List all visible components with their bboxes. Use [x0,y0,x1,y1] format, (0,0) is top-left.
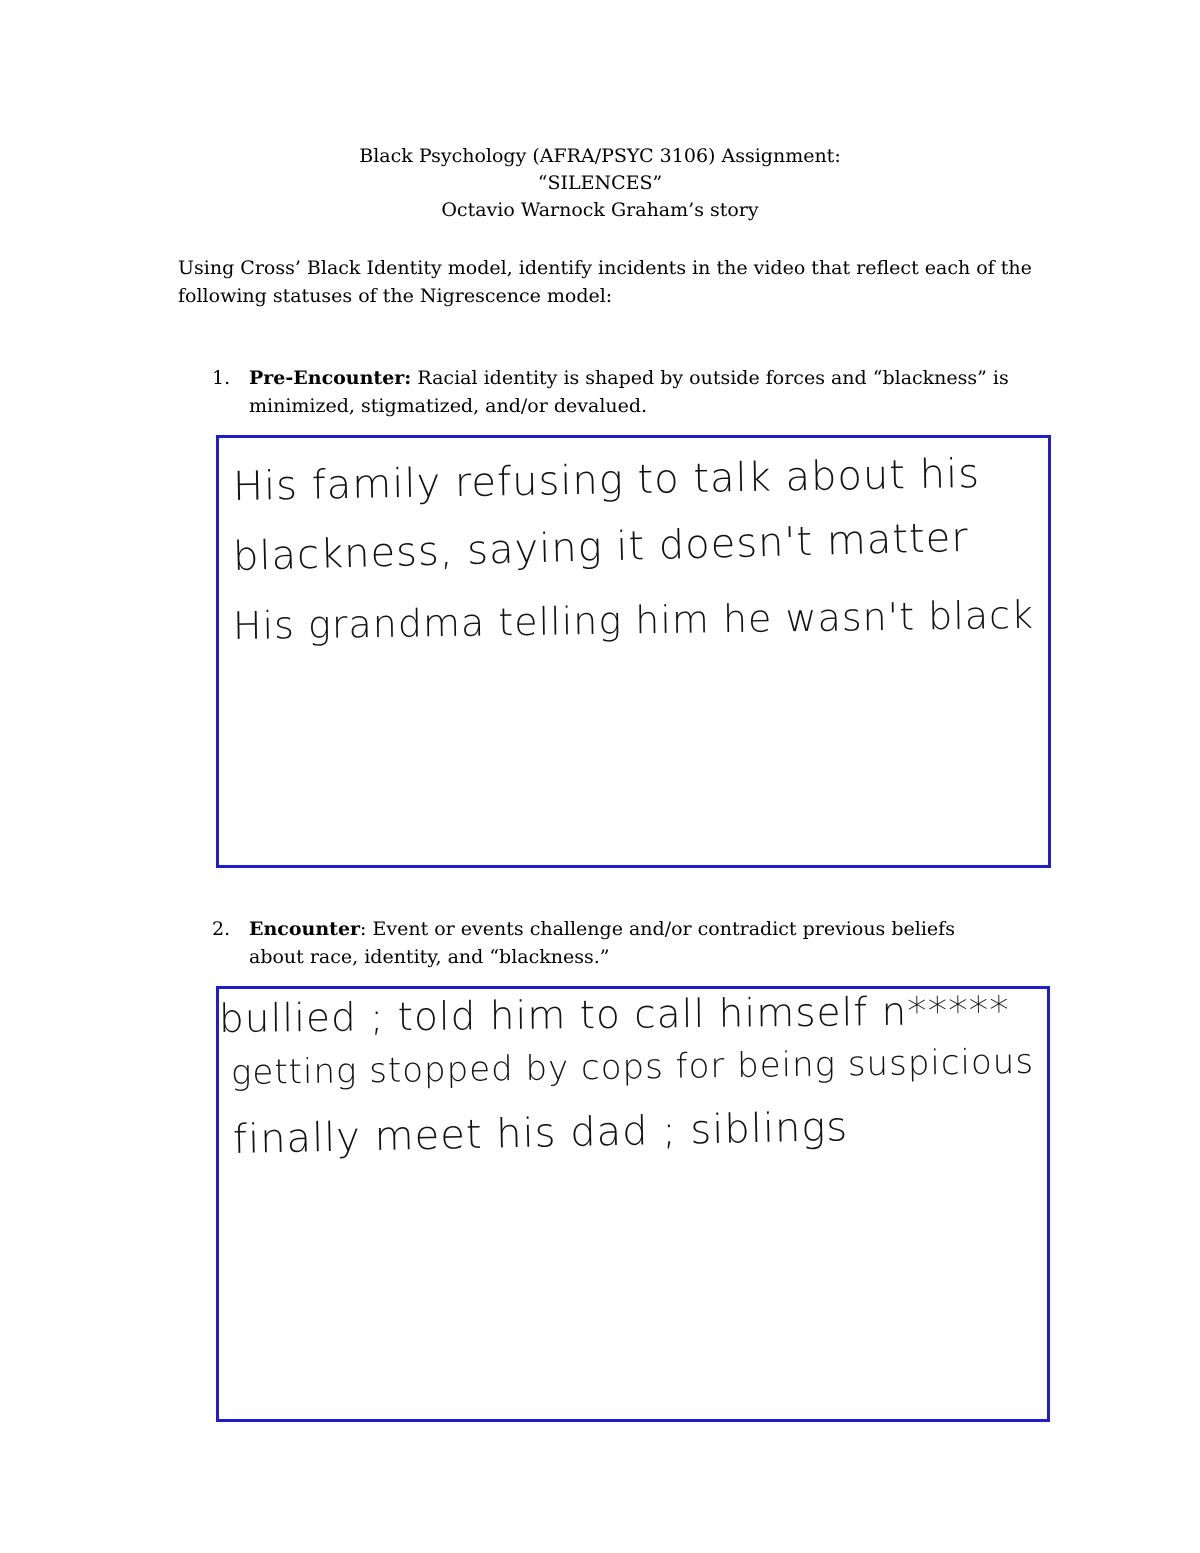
assignment-title: “SILENCES” [537,172,663,194]
question-description: : Event or events challenge and/or contradict previous beliefs about race, identity, and “blackness.” [249,918,955,968]
question-number: 2. [212,918,231,940]
assignment-header [0,143,1200,224]
handwritten-answer-line: bullied ; told him to call himself n***** [218,988,1010,1042]
question-term: Encounter [249,918,361,940]
handwritten-answer-line: getting stopped by cops for being suspicious [230,1041,1035,1093]
question-encounter [212,915,1012,971]
question-pre-encounter [212,364,1012,420]
handwritten-answer-line: His family refusing to talk about his [232,450,981,510]
question-text [249,364,1012,420]
answer-box-pre-encounter[interactable] [216,435,1051,868]
handwritten-answer-line: blackness, saying it doesn't matter [232,514,970,580]
question-description: Racial identity is shaped by outside forces and “blackness” is minimized, stigmatized, and/or devalued. [249,367,1009,417]
handwritten-answer-line: His grandma telling him he wasn't black [232,592,1035,648]
course-title: Black Psychology (AFRA/PSYC 3106) Assignment: [359,145,841,167]
handwritten-answer-line: finally meet his dad ; siblings [232,1104,849,1163]
question-term: Pre-Encounter: [249,367,412,389]
story-title: Octavio Warnock Graham’s story [441,199,759,221]
instructions: Using Cross’ Black Identity model, identify incidents in the video that reflect each of the following statuses of the Nigrescence model: [178,257,1032,307]
answer-box-encounter[interactable] [216,986,1050,1422]
question-number: 1. [212,367,231,389]
question-text [249,915,1012,971]
